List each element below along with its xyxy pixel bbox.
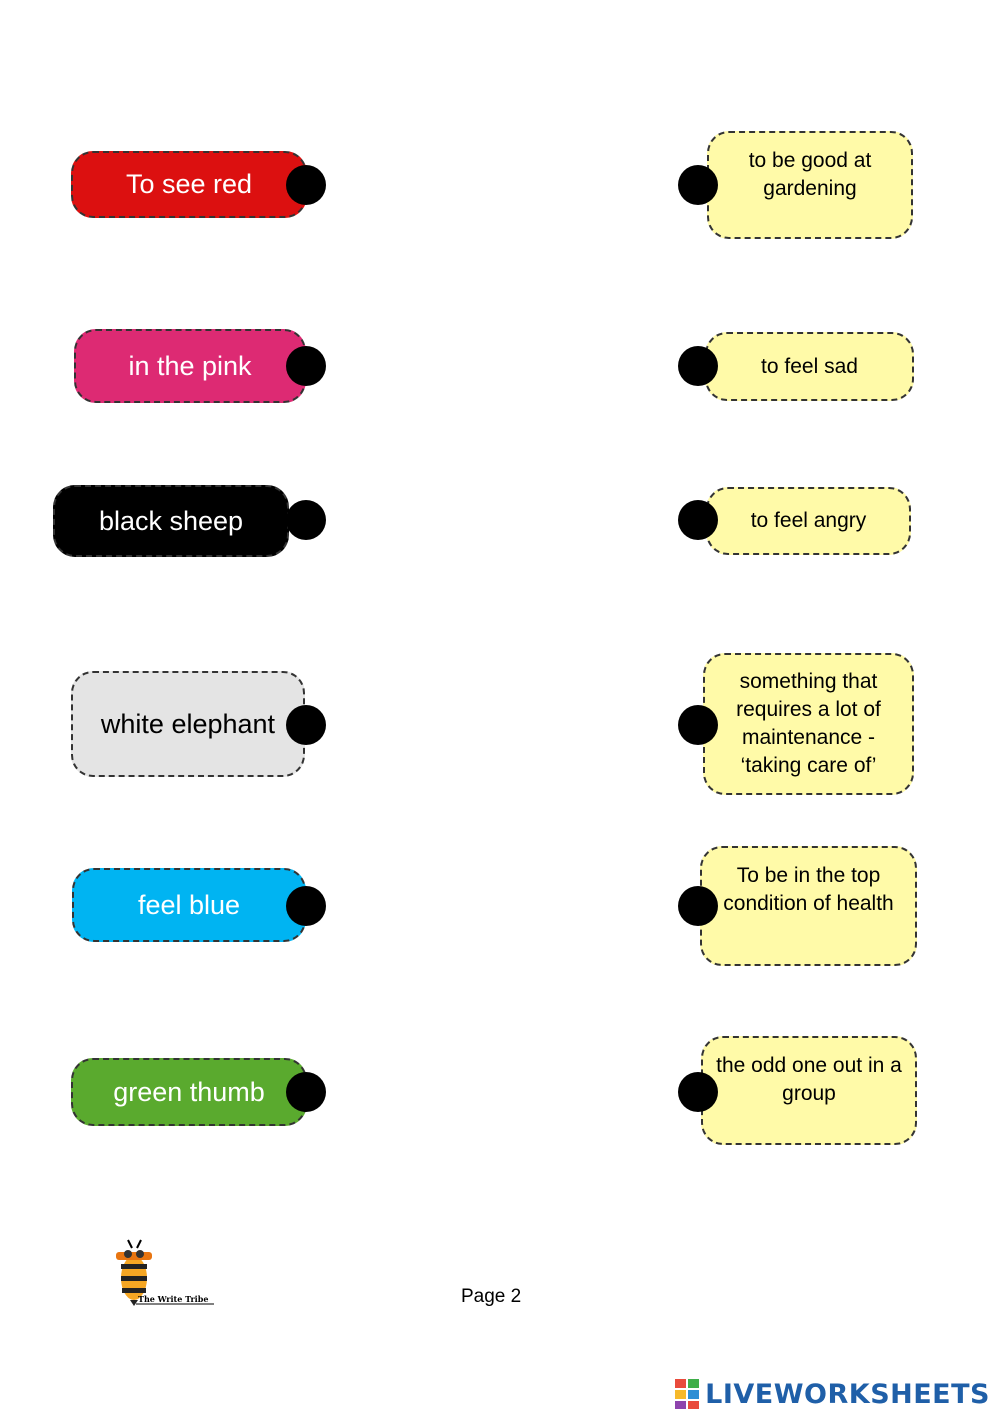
idiom-label: in the pink: [128, 350, 252, 381]
meaning-card-health: [700, 846, 917, 966]
match-dot-idiom-5[interactable]: [286, 886, 326, 926]
match-dot-idiom-6[interactable]: [286, 1072, 326, 1112]
meaning-label: to feel angry: [750, 509, 867, 532]
match-dot-idiom-1[interactable]: [286, 165, 326, 205]
match-dot-idiom-2[interactable]: [286, 346, 326, 386]
meaning-label: to feel sad: [761, 354, 858, 378]
logo-text: The Write Tribe: [138, 1294, 209, 1304]
meaning-label: to be good at gardening: [748, 149, 872, 200]
match-dot-meaning-3[interactable]: [678, 500, 718, 540]
match-dot-meaning-5[interactable]: [678, 886, 718, 926]
meaning-card-odd-one-out: [701, 1036, 917, 1145]
match-dot-idiom-4[interactable]: [286, 705, 326, 745]
meaning-label: To be in the top condition of health: [723, 864, 894, 915]
meaning-card-gardening: [707, 131, 913, 239]
match-dot-meaning-2[interactable]: [678, 346, 718, 386]
brand-text: LIVEWORKSHEETS: [705, 1378, 990, 1410]
idiom-label: black sheep: [98, 505, 244, 536]
idiom-label: feel blue: [137, 889, 241, 920]
meaning-card-sad: [705, 332, 914, 401]
idiom-label: white elephant: [100, 708, 276, 739]
meaning-card-maintenance: [703, 653, 914, 795]
meaning-card-angry: [706, 487, 911, 555]
write-tribe-logo: [108, 1234, 218, 1308]
idiom-card-feel-blue: [72, 868, 306, 942]
page-number: Page 2: [461, 1286, 522, 1307]
meaning-label: something that requires a lot of maintenance - ‘taking care of’: [736, 670, 881, 777]
idiom-card-in-the-pink: [74, 329, 306, 403]
idiom-label: green thumb: [113, 1076, 265, 1107]
match-dot-meaning-6[interactable]: [678, 1072, 718, 1112]
idiom-card-white-elephant: [71, 671, 305, 777]
idiom-label: To see red: [125, 169, 253, 199]
match-dot-idiom-3[interactable]: [286, 500, 326, 540]
idiom-card-to-see-red: [71, 151, 307, 218]
idiom-card-black-sheep: [53, 485, 289, 557]
meaning-label: the odd one out in a group: [716, 1054, 902, 1105]
idiom-card-green-thumb: [71, 1058, 307, 1126]
match-dot-meaning-4[interactable]: [678, 705, 718, 745]
match-dot-meaning-1[interactable]: [678, 165, 718, 205]
liveworksheets-brand[interactable]: [675, 1377, 990, 1411]
liveworksheets-logo-icon: [675, 1379, 701, 1409]
